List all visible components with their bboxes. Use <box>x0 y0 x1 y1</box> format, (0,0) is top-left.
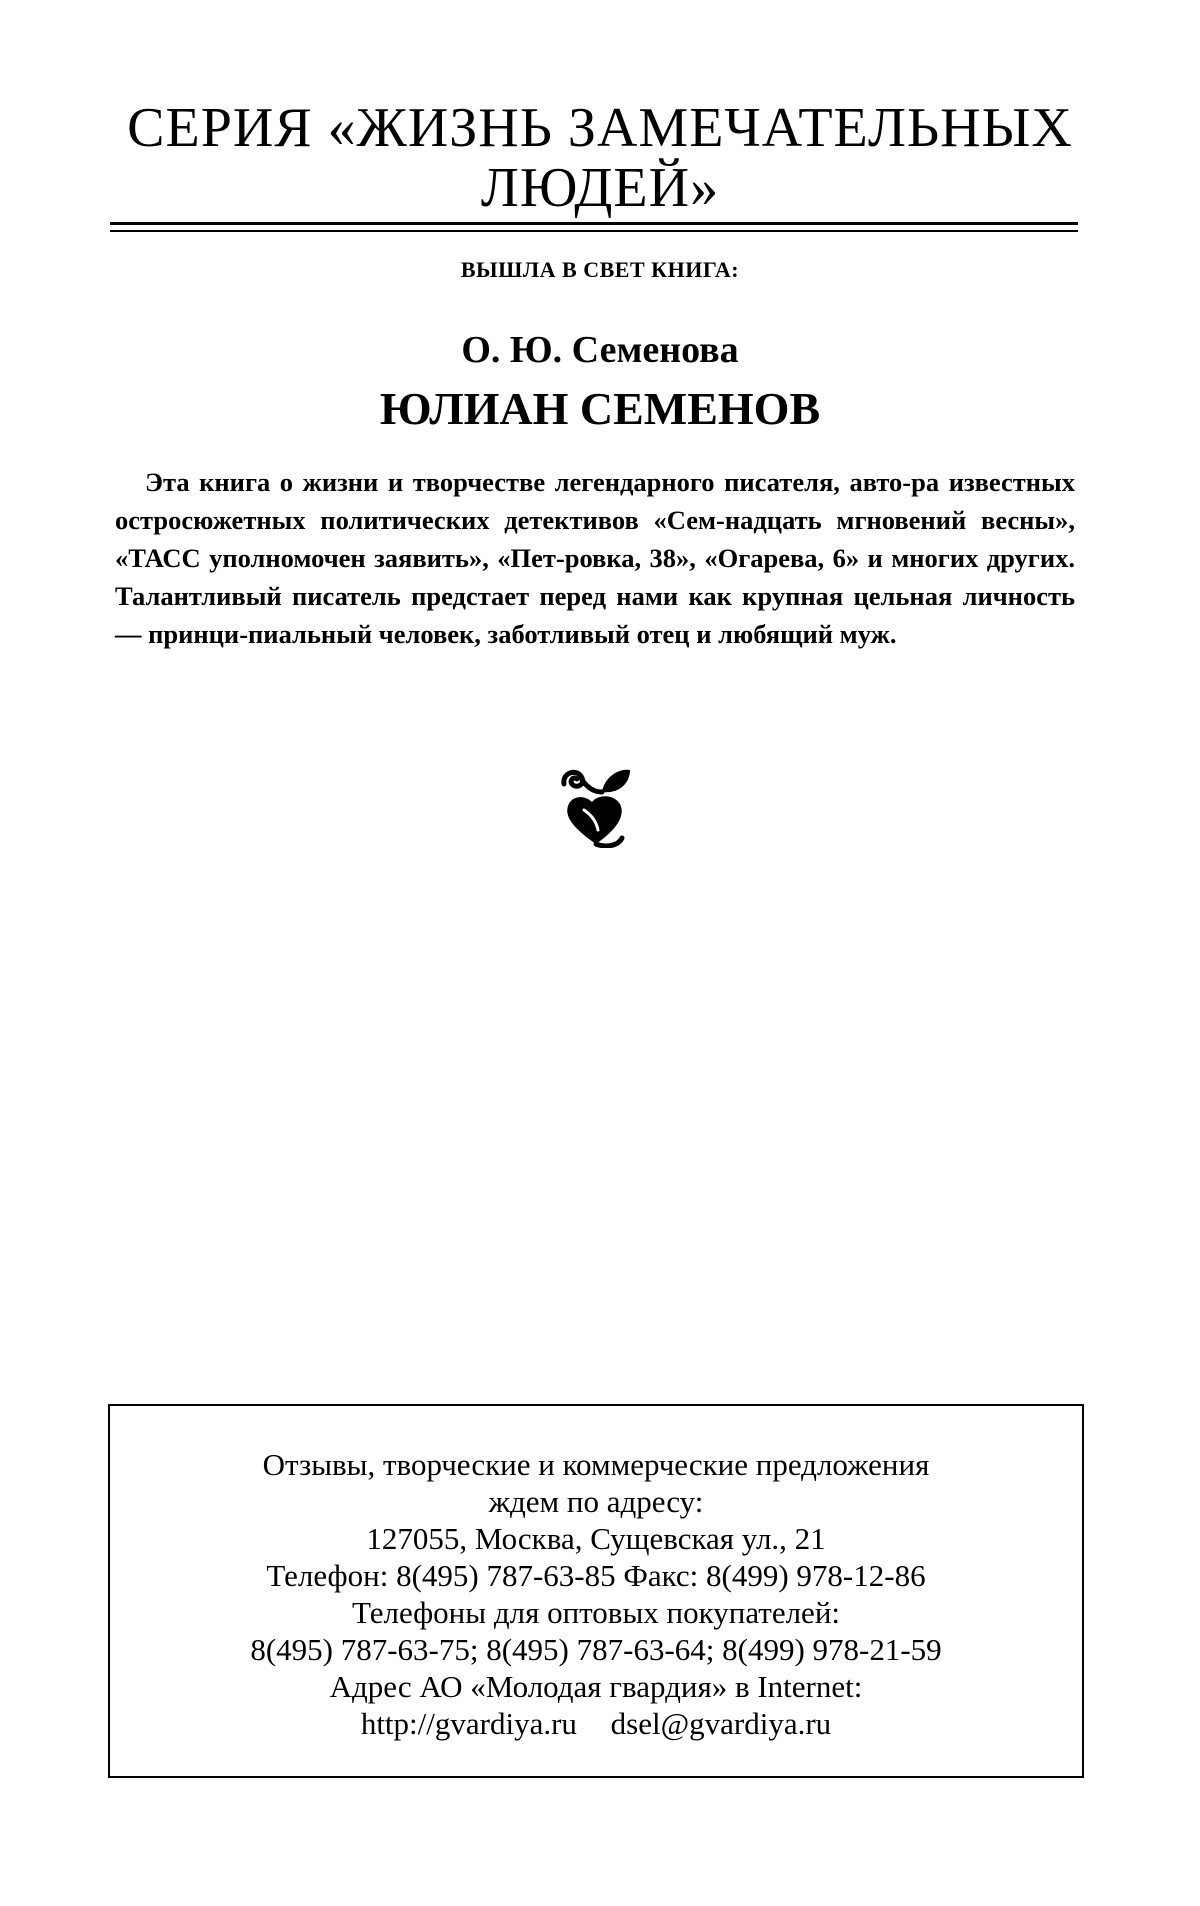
contact-links <box>110 1705 1082 1742</box>
book-description: Эта книга о жизни и творчестве легендарного писателя, авто-ра известных остросюжетных политических детективов «Сем-надцать мгновений весны», «ТАСС уполномочен заявить», «Пет-ровка, 38», «Огарева, 6» и многих других. Талантливый писатель предстает перед нами как крупная цельная личность — принци-пиальный человек, заботливый отец и любящий муж. <box>115 467 1075 649</box>
website-link[interactable]: http://gvardiya.ru <box>360 1706 577 1741</box>
wholesale-label: Телефоны для оптовых покупателей: <box>351 1595 841 1630</box>
postal-address: 127055, Москва, Сущевская ул., 21 <box>366 1521 826 1556</box>
leaf-heart-ornament-icon <box>556 764 636 848</box>
internet-label: Адрес АО «Молодая гвардия» в Internet: <box>329 1669 863 1704</box>
double-rule-divider <box>110 222 1078 232</box>
published-label: ВЫШЛА В СВЕТ КНИГА: <box>460 257 740 282</box>
contact-line: Отзывы, творческие и коммерческие предложения <box>262 1447 930 1482</box>
series-title: СЕРИЯ «ЖИЗНЬ ЗАМЕЧАТЕЛЬНЫХ ЛЮДЕЙ» <box>127 97 1073 219</box>
contact-line: ждем по адресу: <box>488 1484 704 1519</box>
email-link[interactable]: dsel@gvardiya.ru <box>610 1706 832 1741</box>
phone-fax: Телефон: 8(495) 787-63-85 Факс: 8(499) 978-12-86 <box>266 1558 926 1593</box>
wholesale-phones: 8(495) 787-63-75; 8(495) 787-63-64; 8(499) 978-21-59 <box>250 1632 942 1667</box>
book-title: ЮЛИАН СЕМЕНОВ <box>379 383 821 434</box>
book-author: О. Ю. Семенова <box>461 329 739 371</box>
contact-info-box <box>108 1404 1084 1778</box>
